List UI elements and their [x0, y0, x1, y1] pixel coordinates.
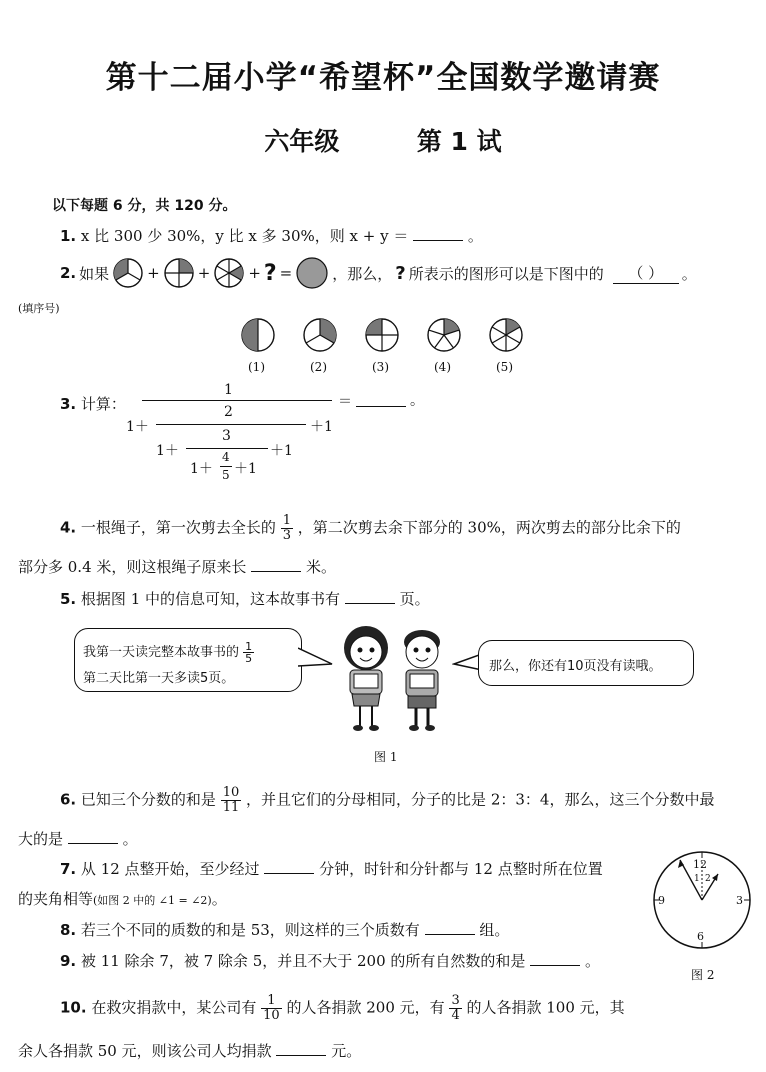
cf-numerator: 1: [224, 382, 233, 398]
bubble-tail-left: [298, 644, 338, 674]
question-text: 若三个不同的质数的和是 53，则这样的三个质数有: [80, 921, 420, 939]
cf-plus-one: ＋1: [270, 443, 293, 459]
question-number: 9.: [60, 952, 77, 970]
speech-bubble-left: [74, 628, 302, 692]
fraction-numerator: 1: [261, 994, 282, 1009]
option-4-circle-icon: [428, 319, 460, 351]
fill-note: (填序号): [18, 302, 60, 315]
test-label: 第 1 试: [416, 127, 502, 156]
cf-bar-2: [156, 424, 306, 425]
grade-label: 六年级: [264, 127, 340, 156]
cf-numerator: 2: [224, 404, 233, 420]
fraction: [281, 514, 293, 543]
circle-thirds-icon: [112, 257, 144, 289]
question-number: 8.: [60, 921, 77, 939]
question-end: 页。: [399, 590, 430, 608]
full-circle-icon: [295, 256, 329, 290]
question-text: 大的是: [18, 830, 64, 848]
fraction-numerator: 3: [451, 993, 460, 1008]
cf-numerator: 3: [222, 428, 231, 444]
question-8: [60, 919, 509, 940]
question-10-cont: [18, 1040, 361, 1061]
question-text: 所表示的图形可以是下图中的: [408, 264, 604, 283]
intro-text: 以下每题 6 分，共 120 分。: [52, 198, 237, 214]
option-label: (2): [310, 360, 327, 374]
answer-blank[interactable]: [276, 1041, 326, 1056]
page-subtitle: [0, 122, 766, 158]
question-text: ，那么，: [332, 264, 393, 283]
question-end: 组。: [479, 921, 510, 939]
cf-one-plus: 1＋: [126, 419, 149, 435]
question-5: [60, 588, 430, 609]
question-text: ，并且它们的分母相同，分子的比是 2：3：4，那么，这三个分数中最: [246, 790, 715, 809]
question-6-cont: [18, 828, 138, 849]
cf-bar-4: [220, 466, 232, 467]
question-number: 1.: [60, 227, 77, 245]
question-end: 。: [122, 830, 138, 848]
question-4-cont: [18, 556, 336, 577]
cf-numerator: 4: [222, 450, 230, 464]
angle-1-label: 1: [694, 874, 700, 884]
fraction-denominator: 3: [282, 528, 291, 543]
cf-bar-3: [186, 448, 268, 449]
option-circles: [238, 316, 528, 358]
option-label: (3): [372, 360, 389, 374]
plus-sign: +: [197, 264, 211, 282]
answer-blank[interactable]: [530, 951, 580, 966]
option-labels: [238, 360, 528, 376]
question-end: 。: [584, 952, 600, 970]
question-text: 被 11 除余 7，被 7 除余 5，并且不大于 200 的所有自然数的和是: [80, 952, 526, 970]
speech-bubble-right: [478, 640, 694, 686]
question-text: 的人各捐款 100 元，其: [466, 998, 625, 1017]
answer-blank[interactable]: [251, 557, 301, 572]
fraction: [449, 994, 461, 1023]
question-10: [60, 994, 625, 1023]
cf-one-plus: 1＋: [156, 443, 179, 459]
fraction-numerator: 1: [282, 513, 291, 528]
question-number: 4.: [60, 518, 77, 537]
question-end: 。: [211, 890, 227, 908]
clock-9-label: 9: [658, 894, 665, 907]
question-3: [60, 393, 126, 414]
option-1-circle-icon: [242, 319, 274, 351]
equals-sign: ＝: [338, 394, 352, 410]
question-number: 5.: [60, 590, 77, 608]
question-note: (如图 2 中的 ∠1 = ∠2): [93, 894, 212, 907]
question-text: ，第二次剪去余下部分的 30%，两次剪去的部分比余下的: [297, 518, 681, 537]
continued-fraction: [124, 380, 534, 490]
cf-denominator: 5: [222, 468, 230, 482]
fraction-denominator: 4: [451, 1008, 460, 1023]
fraction-denominator: 5: [245, 652, 253, 665]
question-end: 。: [681, 264, 697, 283]
question-number: 6.: [60, 790, 77, 809]
fraction-denominator: 11: [222, 800, 240, 815]
girl-figure: [344, 626, 388, 731]
children-illustration: [336, 618, 456, 738]
answer-blank[interactable]: [413, 226, 463, 241]
option-5-circle-icon: [490, 319, 522, 351]
question-text: 一根绳子，第一次剪去全长的: [80, 518, 276, 537]
question-text: 的人各捐款 200 元，有: [286, 998, 445, 1017]
question-text: 根据图 1 中的信息可知，这本故事书有: [80, 590, 341, 608]
bubble-text: 我第一天读完整本故事书的: [83, 645, 240, 660]
equals-sign: =: [279, 264, 293, 282]
fraction: [243, 641, 254, 664]
question-end: 元。: [331, 1042, 362, 1060]
answer-blank[interactable]: [425, 920, 475, 935]
question-text: 已知三个分数的和是: [80, 790, 216, 809]
plus-sign: +: [147, 264, 160, 282]
figure-2-caption: 图 2: [691, 968, 715, 982]
question-text: 计算：: [80, 395, 126, 413]
question-number: 10.: [60, 998, 87, 1017]
plus-sign: +: [248, 264, 261, 282]
cf-bar-1: [142, 400, 332, 401]
question-9: [60, 950, 600, 971]
answer-blank[interactable]: [68, 829, 118, 844]
question-mark-icon: ?: [263, 260, 277, 286]
question-text: 从 12 点整开始，至少经过: [80, 860, 260, 878]
question-1: [60, 225, 483, 246]
bubble-text: 第二天比第一天多读5页。: [83, 671, 235, 686]
question-mark-icon: ?: [395, 262, 406, 284]
circle-sixths-icon: [213, 257, 245, 289]
question-text: x 比 300 少 30%，y 比 x 多 30%，则 x + y ＝: [80, 227, 409, 245]
question-7: [60, 858, 603, 879]
option-label: (4): [434, 360, 451, 374]
cf-one-plus: 1＋: [190, 461, 213, 477]
clock-3-label: 3: [736, 894, 743, 907]
question-text: 分钟，时针和分针都与 12 点整时所在位置: [319, 860, 603, 878]
question-4: [60, 514, 681, 543]
question-6: [60, 786, 714, 815]
option-2-circle-icon: [304, 319, 336, 351]
question-text: 部分多 0.4 米，则这根绳子原来长: [18, 558, 247, 576]
option-3-circle-icon: [366, 319, 398, 351]
fraction-numerator: 1: [245, 640, 253, 653]
question-2: [60, 256, 697, 290]
question-7-cont: [18, 888, 227, 909]
clock-6-label: 6: [697, 930, 704, 943]
question-number: 7.: [60, 860, 77, 878]
option-label: (5): [496, 360, 513, 374]
question-text: 如果: [79, 264, 110, 283]
answer-blank[interactable]: [356, 392, 406, 407]
figure-1-caption: 图 1: [374, 750, 398, 764]
bubble-text: 那么，你还有10页没有读哦。: [489, 659, 662, 674]
boy-figure: [404, 630, 440, 731]
clock-12-label: 12: [693, 858, 707, 871]
answer-paren: （ ）: [628, 264, 664, 282]
fraction: [261, 994, 282, 1023]
fraction: [221, 786, 242, 815]
fraction-denominator: 10: [263, 1008, 280, 1023]
page-title: 第十二届小学“希望杯”全国数学邀请赛: [105, 60, 661, 96]
question-number: 3.: [60, 395, 77, 413]
answer-blank[interactable]: [264, 859, 314, 874]
option-label: (1): [248, 360, 265, 374]
question-text: 的夹角相等: [18, 890, 94, 908]
cf-plus-one: ＋1: [310, 419, 333, 435]
question-text: 在救灾捐款中，某公司有: [91, 998, 257, 1017]
fraction-numerator: 10: [222, 785, 240, 800]
question-end: 。: [410, 393, 424, 409]
cf-plus-one: ＋1: [234, 461, 257, 477]
question-text: 余人各捐款 50 元，则该公司人均捐款: [18, 1042, 272, 1060]
angle-2-label: 2: [705, 874, 711, 884]
circle-quarters-icon: [163, 257, 195, 289]
question-end: 米。: [305, 558, 336, 576]
answer-blank[interactable]: [613, 262, 679, 284]
question-end: 。: [467, 227, 483, 245]
answer-blank[interactable]: [345, 589, 395, 604]
question-number: 2.: [60, 264, 77, 282]
